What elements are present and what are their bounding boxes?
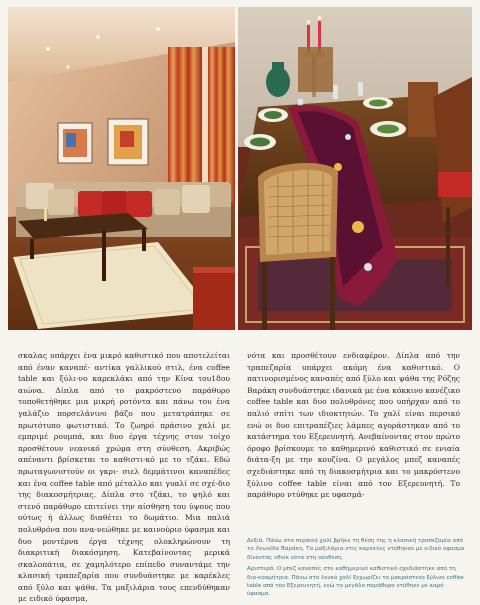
caption-left-photo: Αριστερά. Ο μπεζ καναπές στο καθημερινό καθιστικό σχεδιάστηκε από τη δια-κοσμήτρια. Πάνω στο λευκό χαλί ξεχωρίζει το μακρόστενο ξύλινο coffee table από τον Εξερευνητή, ενώ το μεγάλο παράθυρο ντύθηκε με καρό ύφασμα.: [247, 566, 464, 598]
dining-room-photo: [238, 7, 472, 330]
photo-captions: [247, 537, 465, 602]
living-room-photo: [8, 7, 235, 330]
caption-right-photo: Δεξιά. Πάνω στο περσικό χαλί βρήκε τη θέση της η κλασική τραπεζαρία από το Λεωνίδα Βαράκη. Τα μαξιλάρια στις καρέκλες ντύθηκαν με ειδικό ύφασμα δίνοντας εθνίκ νότα στη σύνθεση.: [247, 538, 465, 561]
body-text-right-column: νότα και προσθέτουν ενδιαφέρον. Δίπλα από την τραπεζαρία υπάρχει ακόμη ένα καθιστικό. Ο πατινορισμένος καναπές από ξύλο και ψάθα της Ρόζης Βαράκη συνδυάστηκε ιδανικά με ένα κόκκινο κανέζικο coffee table και δυο πολυθρόνες που υπήρχαν από το παλιό σπίτι των ιδιοκτητών. Το χαλί είναι περσικό ενώ οι δυο επιτραπέζιες λάμπες αγοράστηκαν από το κατάστημα του Εξερευνητή. Ανεβαίνοντας στον πρώτο όροφο βρίσκουμε το καθημερινό καθιστικό σε ενιαία διάτα-ξη με την κουζίνα. Ο μεγάλος μπεζ καναπές σχεδιάστηκε από τη διακοσμήτρια και το μακρόστενο ξύλινο coffee table είναι από τον Εξερευνητή. Το παράθυρο ντύθηκε με υφασμά-: [247, 351, 460, 500]
body-text-left-column: σκαλας υπάρχει ένα μικρό καθιστικό που αποτελείται από έναν καναπέ- αντίκα γαλλικού στιλ, ένα coffee table και ξύλι-νο καρεκλάκι από την Κίνα του18ου αιώνα. Δίπλα από το μακρόστενο παράθυρο τοποθετήθηκε μια μικρή ροτόντα και πάνω του ένα γαλάζιο πορσελάνινο βάζο που μετατράπηκε σε πρωτότυπο φωτιστικό. Το ζωηρό πράσινο χαλί με εμπριμέ ρουμπά, και δυο έργα τέχνης στον τοίχο προσθέτουν νεανικό χρώμα στη σύνθεση. Ακριβώς απέναντι βρίσκεται το καθιστι-κό με το τζάκι. Εδώ πρωταγωνιστούν οι γκρι- σιελ δερμάτινοι καναπέδες και ένα coffee table από μέταλλο και γυαλί σε σχέ-διο της διακοσμήτριας. Δίπλα στο τζάκι, το ψηλό και στενό παράθυρο επιτείνει την αίσθηση του ύψους που ούτως ή άλλως διαθέτει το δωμάτιο. Μια παλιά πολυθρόνα που ανα-νεώθηκε με καινούριο ύφασμα και δυο μοντέρνα έργα τέχνης ολοκληρώνουν τη διακριτική διακόσμηση. Κατεβαίνοντας μερικά σκαλοπάτια, σε χαμηλότερο επίπεδο συναντάμε την κλασική τραπεζαρία που συνδυάστηκε με καρέκλες από ξύλο και ψάθα. Τα μαξιλάρια τους επενδύθηκαν με ειδικό ύφασμα,: [18, 351, 230, 604]
